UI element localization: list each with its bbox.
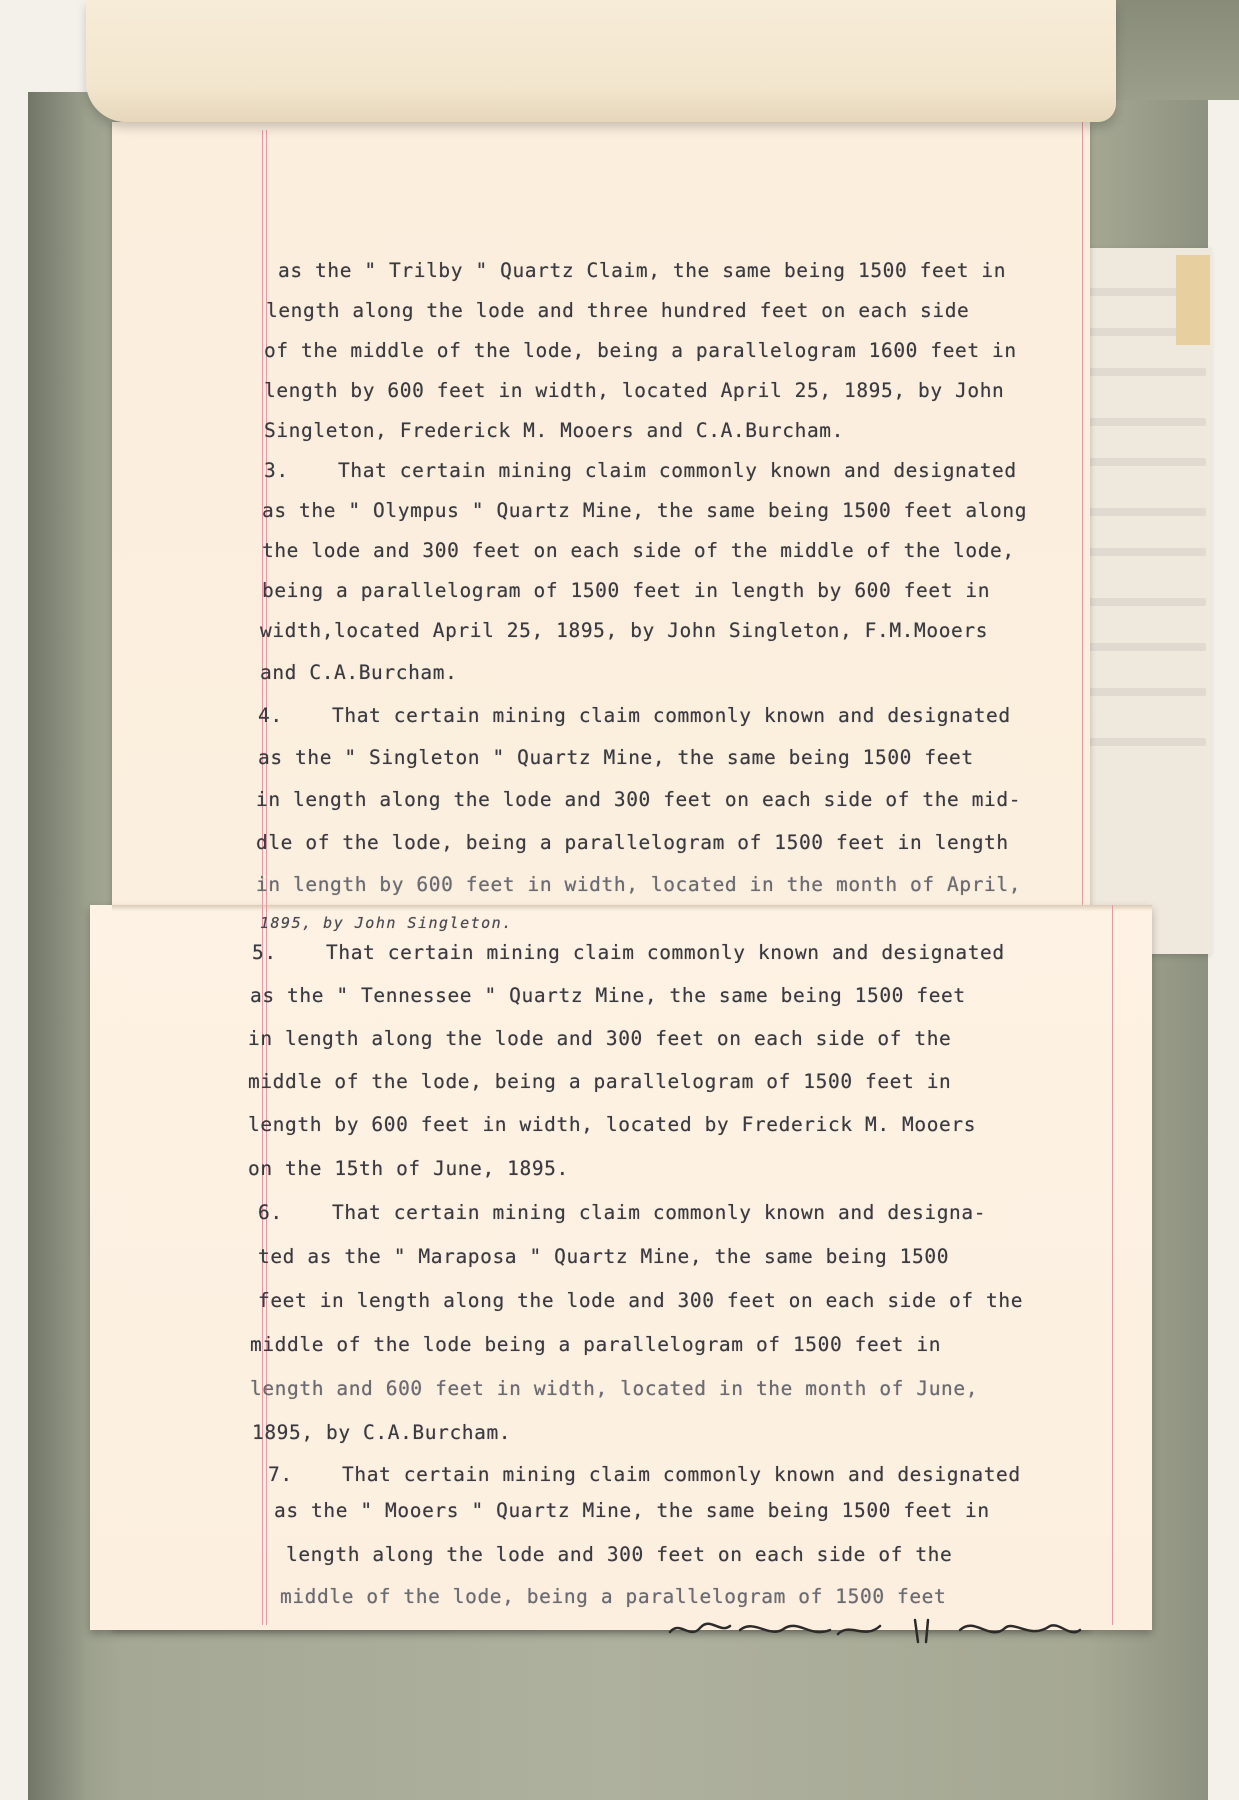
text-line: the lode and 300 feet on each side of the middle of the lode,: [262, 539, 1015, 562]
text-line: Singleton, Frederick M. Mooers and C.A.Burcham.: [264, 419, 844, 442]
text-line: length by 600 feet in width, located by Frederick M. Mooers: [248, 1113, 977, 1136]
text-line: as the " Tennessee " Quartz Mine, the same being 1500 feet: [250, 984, 966, 1007]
text-line: middle of the lode, being a parallelogram of 1500 feet: [280, 1585, 947, 1608]
text-line: length by 600 feet in width, located April 25, 1895, by John: [264, 379, 1005, 402]
text-line: 5. That certain mining claim commonly known and designated: [252, 941, 1005, 964]
text-line: in length by 600 feet in width, located in the month of April,: [256, 873, 1022, 896]
text-line: 1895, by C.A.Burcham.: [252, 1421, 512, 1444]
text-line: length and 600 feet in width, located in the month of June,: [250, 1377, 979, 1400]
text-line: as the " Mooers " Quartz Mine, the same being 1500 feet in: [274, 1499, 990, 1522]
text-line: in length along the lode and 300 feet on each side of the: [248, 1027, 952, 1050]
text-line: as the " Olympus " Quartz Mine, the same being 1500 feet along: [262, 499, 1028, 522]
text-line: length along the lode and 300 feet on each side of the: [286, 1543, 953, 1566]
text-line: as the " Singleton " Quartz Mine, the same being 1500 feet: [258, 746, 974, 769]
text-line: middle of the lode, being a parallelogram of 1500 feet in: [248, 1070, 952, 1093]
text-line: on the 15th of June, 1895.: [248, 1157, 569, 1180]
text-line: width,located April 25, 1895, by John Singleton, F.M.Mooers: [260, 619, 989, 642]
text-line: and C.A.Burcham.: [260, 661, 458, 684]
text-line: ted as the " Maraposa " Quartz Mine, the same being 1500: [258, 1245, 950, 1268]
text-line: 3. That certain mining claim commonly known and designated: [264, 459, 1017, 482]
text-line: 6. That certain mining claim commonly known and designa-: [258, 1201, 987, 1224]
text-line: dle of the lode, being a parallelogram of 1500 feet in length: [256, 831, 1009, 854]
text-line: length along the lode and three hundred feet on each side: [266, 299, 970, 322]
text-line: being a parallelogram of 1500 feet in length by 600 feet in: [262, 579, 991, 602]
text-line: middle of the lode being a parallelogram of 1500 feet in: [250, 1333, 942, 1356]
text-line: feet in length along the lode and 300 feet on each side of the: [258, 1289, 1024, 1312]
text-line: as the " Trilby " Quartz Claim, the same being 1500 feet in: [278, 259, 1007, 282]
text-line: 7. That certain mining claim commonly known and designated: [268, 1463, 1021, 1486]
text-line: in length along the lode and 300 feet on each side of the mid-: [256, 788, 1022, 811]
text-line: of the middle of the lode, being a parallelogram 1600 feet in: [264, 339, 1017, 362]
text-line: 4. That certain mining claim commonly known and designated: [258, 704, 1011, 727]
text-line: 1895, by John Singleton.: [260, 914, 513, 932]
handwritten-signature: [660, 1610, 1120, 1650]
